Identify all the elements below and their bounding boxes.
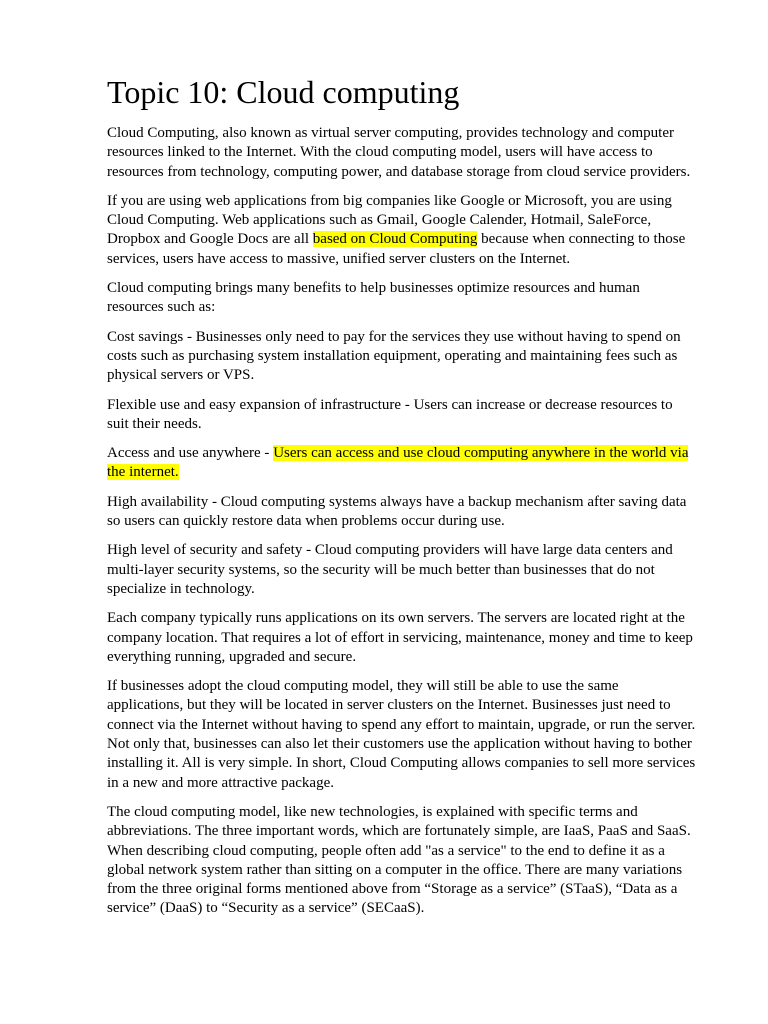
paragraph-web-apps [107, 192, 698, 269]
highlighted-text: Users can access and use cloud computing anywhere in the world via the internet. [107, 445, 689, 481]
paragraph-flexible-use: Flexible use and easy expansion of infrastructure - Users can increase or decrease resources to suit their needs. [107, 396, 673, 432]
paragraph-web-apps-text-end: because when connecting to those services, users have access to massive, unified server clusters on the Internet. [107, 231, 686, 267]
paragraph-web-apps-text: If you are using web applications from big companies like Google or Microsoft, you are using Cloud Computing. Web applications such as Gmail, Google Calender, Hotmail, SaleForce, Dropbox and Google Docs are all [107, 192, 672, 248]
paragraph-cost-savings: Cost savings - Businesses only need to pay for the services they use without having to spend on costs such as purchasing system installation equipment, operating and maintaining fees such as physical servers or VPS. [107, 328, 681, 384]
paragraph-benefits-intro: Cloud computing brings many benefits to help businesses optimize resources and human resources such as: [107, 280, 640, 316]
paragraph-terms: The cloud computing model, like new technologies, is explained with specific terms and abbreviations. The three important words, which are fortunately simple, are IaaS, PaaS and SaaS. When describing cloud computing, people often add "as a service" to the end to define it as a global network system rather than sitting on a computer in the office. There are many variations from the three original forms mentioned above from “Storage as a service” (STaaS), “Data as a service” (DaaS) to “Security as a service” (SECaaS). [107, 803, 691, 917]
paragraph-intro: Cloud Computing, also known as virtual server computing, provides technology and computer resources linked to the Internet. With the cloud computing model, users will have access to resources from technology, computing power, and database storage from cloud service providers. [107, 125, 691, 180]
paragraph-access-anywhere [107, 444, 698, 483]
paragraph-security: High level of security and safety - Cloud computing providers will have large data centers and multi-layer security systems, so the security will be much better than businesses that do not specialize in technology. [107, 542, 673, 597]
paragraph-high-availability: High availability - Cloud computing systems always have a backup mechanism after saving data so users can quickly restore data when problems occur during use. [107, 493, 687, 530]
highlighted-text: based on Cloud Computing [312, 231, 478, 248]
paragraph-adopt-cloud: If businesses adopt the cloud computing model, they will still be able to use the same applications, but they will be located in server clusters on the Internet. Businesses just need to connect via the Internet without having to spend any effort to maintain, upgrade, or run the server. Not only that, businesses can also let their customers use the application without having to bother installing it. All is very simple. In short, Cloud Computing allows companies to sell more services in a new and more attractive package. [107, 678, 696, 791]
paragraph-own-servers: Each company typically runs applications on its own servers. The servers are located right at the company location. That requires a lot of effort in servicing, maintenance, money and time to keep everything running, upgraded and secure. [107, 610, 693, 665]
paragraph-access-anywhere-label: Access and use anywhere - [107, 445, 274, 462]
page-title: Topic 10: Cloud computing [107, 74, 460, 110]
